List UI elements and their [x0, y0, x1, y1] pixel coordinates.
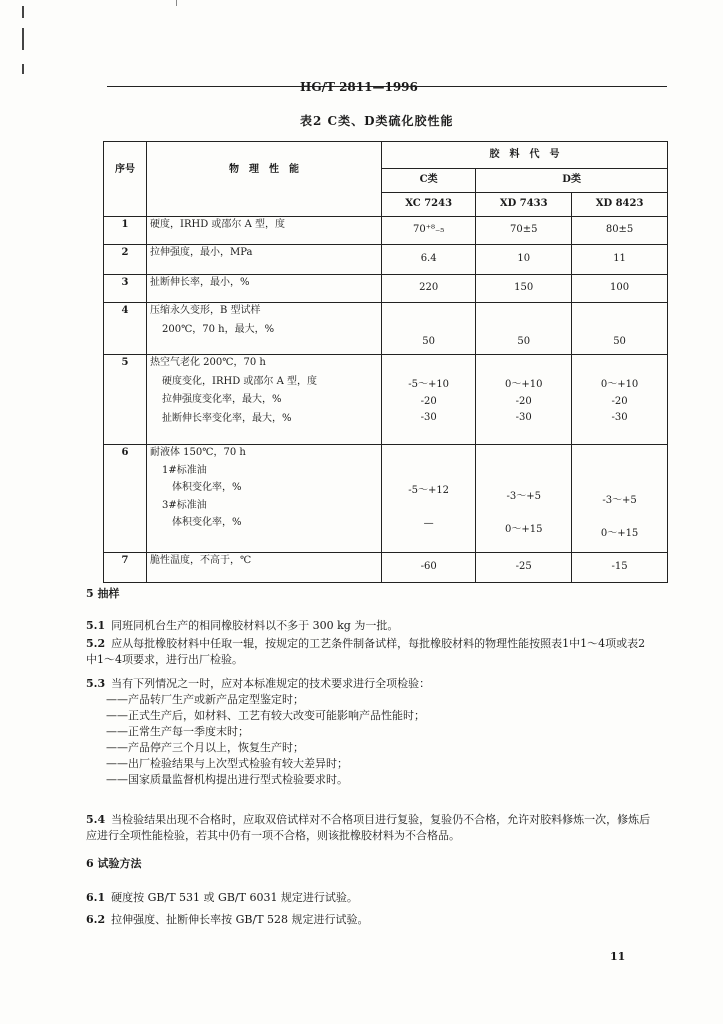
- property-line: 体积变化率，%: [172, 482, 242, 493]
- value-line: -20: [515, 395, 532, 407]
- list-item: ——国家质量监督机构提出进行型式检验要求时。: [106, 772, 348, 786]
- clause-text: 当有下列情况之一时，应对本标准规定的技术要求进行全项检验：: [111, 677, 431, 690]
- value-line: —: [423, 517, 434, 529]
- list-item: ——产品停产三个月以上，恢复生产时；: [106, 740, 304, 754]
- clause-text: 硬度按 GB/T 531 或 GB/T 6031 规定进行试验。: [111, 891, 358, 904]
- clause-text: 应从每批橡胶材料中任取一辊，按规定的工艺条件制备试样，每批橡胶材料的物理性能按照表1中1～4项或表2中1～4项要求，进行出厂检验。: [86, 637, 646, 666]
- property-line: 体积变化率，%: [172, 517, 242, 528]
- value-cell: 10: [476, 245, 572, 275]
- clause-6-2: [86, 912, 656, 928]
- row-number: 1: [104, 217, 147, 245]
- property-line: 3#标准油: [162, 499, 207, 511]
- page-number: 11: [610, 950, 626, 963]
- list-item: ——正式生产后，如材料、工艺有较大改变可能影响产品性能时；: [106, 708, 425, 722]
- table-row: [104, 445, 668, 553]
- value-line: -20: [420, 395, 437, 407]
- clause-text: 拉伸强度、扯断伸长率按 GB/T 528 规定进行试验。: [111, 913, 369, 926]
- value-cell: [476, 445, 572, 553]
- section-heading: 5 抽样: [86, 587, 120, 600]
- table-row: [104, 303, 668, 355]
- value-cell: 6.4: [382, 245, 476, 275]
- property-line: 耐液体 150℃，70 h: [150, 447, 246, 458]
- property-line: 热空气老化 200℃，70 h: [150, 357, 266, 368]
- property-line: 1#标准油: [162, 464, 207, 476]
- standard-number: HG/T 2811—1996: [300, 80, 418, 94]
- property-cell: 硬度，IRHD 或邵尔 A 型，度: [147, 217, 382, 245]
- value-cell: [382, 445, 476, 553]
- value-line: -5～+12: [408, 485, 450, 496]
- code-header: XC 7243: [382, 193, 476, 217]
- value-cell: 50: [476, 303, 572, 355]
- row-number: 4: [104, 303, 147, 355]
- property-cell: 扯断伸长率，最小，%: [147, 275, 382, 303]
- value-cell: 11: [572, 245, 668, 275]
- value-cell: 150: [476, 275, 572, 303]
- value-line: 0～+10: [504, 379, 543, 390]
- value-line: -30: [420, 412, 437, 423]
- value-line: 0～+10: [600, 379, 639, 390]
- value-line: 0～+15: [504, 523, 543, 535]
- value-cell: 100: [572, 275, 668, 303]
- table-row: [104, 355, 668, 445]
- list-item: ——产品转厂生产或新产品定型鉴定时；: [106, 692, 304, 706]
- value-line: -3～+5: [506, 491, 541, 502]
- value-line: -3～+5: [602, 495, 637, 506]
- section-6: [86, 856, 656, 872]
- clause-number: 5.1: [86, 619, 106, 632]
- clause-number: 6.2: [86, 913, 106, 926]
- property-cell: [147, 445, 382, 553]
- clause-number: 5.4: [86, 813, 106, 826]
- value-line: -30: [515, 412, 532, 423]
- scan-artifact: [22, 6, 24, 18]
- value-cell: [572, 355, 668, 445]
- value-cell: 70±5: [476, 217, 572, 245]
- property-cell: [147, 303, 382, 355]
- value-cell: [572, 445, 668, 553]
- scan-artifact: [22, 64, 24, 74]
- col-header-group: 胶 料 代 号: [382, 142, 668, 169]
- row-number: 6: [104, 445, 147, 553]
- table-row: [104, 217, 668, 245]
- table-row: [104, 553, 668, 583]
- section-heading: 6 试验方法: [86, 857, 142, 870]
- value-line: -5～+10: [408, 379, 450, 390]
- table-row: [104, 275, 668, 303]
- clause-5-3: [86, 676, 656, 788]
- clause-6-1: [86, 890, 656, 906]
- row-number: 3: [104, 275, 147, 303]
- header-rule: [107, 86, 667, 87]
- value-line: -30: [611, 412, 628, 423]
- property-line: 拉伸强度变化率，最大，%: [162, 394, 282, 405]
- value-cell: -60: [382, 553, 476, 583]
- scan-artifact: [22, 28, 24, 50]
- list-item: ——出厂检验结果与上次型式检验有较大差异时；: [106, 756, 348, 770]
- clause-number: 5.3: [86, 677, 106, 690]
- property-line: 200℃，70 h，最大，%: [162, 323, 275, 335]
- list-item: ——正常生产每一季度末时；: [106, 724, 249, 738]
- value-cell: 70⁺⁸₋₅: [382, 217, 476, 245]
- row-number: 5: [104, 355, 147, 445]
- property-cell: 脆性温度，不高于，℃: [147, 553, 382, 583]
- value-line: -20: [611, 395, 628, 407]
- table-title: 表2 C类、D类硫化胶性能: [300, 114, 454, 128]
- property-line: 扯断伸长率变化率，最大，%: [162, 412, 292, 424]
- code-header: XD 7433: [476, 193, 572, 217]
- value-cell: -15: [572, 553, 668, 583]
- clause-5-4: [86, 812, 656, 844]
- code-header: XD 8423: [572, 193, 668, 217]
- row-number: 7: [104, 553, 147, 583]
- property-line: 压缩永久变形，B 型试样: [150, 305, 261, 316]
- properties-table: [103, 141, 668, 583]
- class-d-header: D类: [476, 169, 668, 193]
- value-cell: [382, 355, 476, 445]
- clause-5-2: [86, 636, 656, 668]
- property-line: 硬度变化，IRHD 或邵尔 A 型，度: [162, 375, 317, 387]
- clause-5-1: [86, 618, 656, 634]
- property-cell: 拉伸强度，最小，MPa: [147, 245, 382, 275]
- value-cell: [476, 355, 572, 445]
- value-cell: 50: [572, 303, 668, 355]
- value-cell: 80±5: [572, 217, 668, 245]
- value-cell: 50: [382, 303, 476, 355]
- value-line: 0～+15: [600, 527, 639, 539]
- col-header-seq: 序号: [104, 142, 147, 217]
- class-c-header: C类: [382, 169, 476, 193]
- clause-number: 6.1: [86, 891, 106, 904]
- clause-number: 5.2: [86, 637, 106, 650]
- col-header-property: 物 理 性 能: [147, 142, 382, 217]
- table-row: [104, 245, 668, 275]
- clause-text: 同班同机台生产的相同橡胶材料以不多于 300 kg 为一批。: [111, 619, 399, 632]
- clause-text: 当检验结果出现不合格时，应取双倍试样对不合格项目进行复验，复验仍不合格，允许对胶料修炼一次，修炼后应进行全项性能检验，若其中仍有一项不合格，则该批橡胶材料为不合格品。: [86, 813, 651, 842]
- section-5: [86, 586, 656, 602]
- value-cell: 220: [382, 275, 476, 303]
- value-cell: -25: [476, 553, 572, 583]
- row-number: 2: [104, 245, 147, 275]
- scan-artifact: [176, 0, 177, 6]
- property-cell: [147, 355, 382, 445]
